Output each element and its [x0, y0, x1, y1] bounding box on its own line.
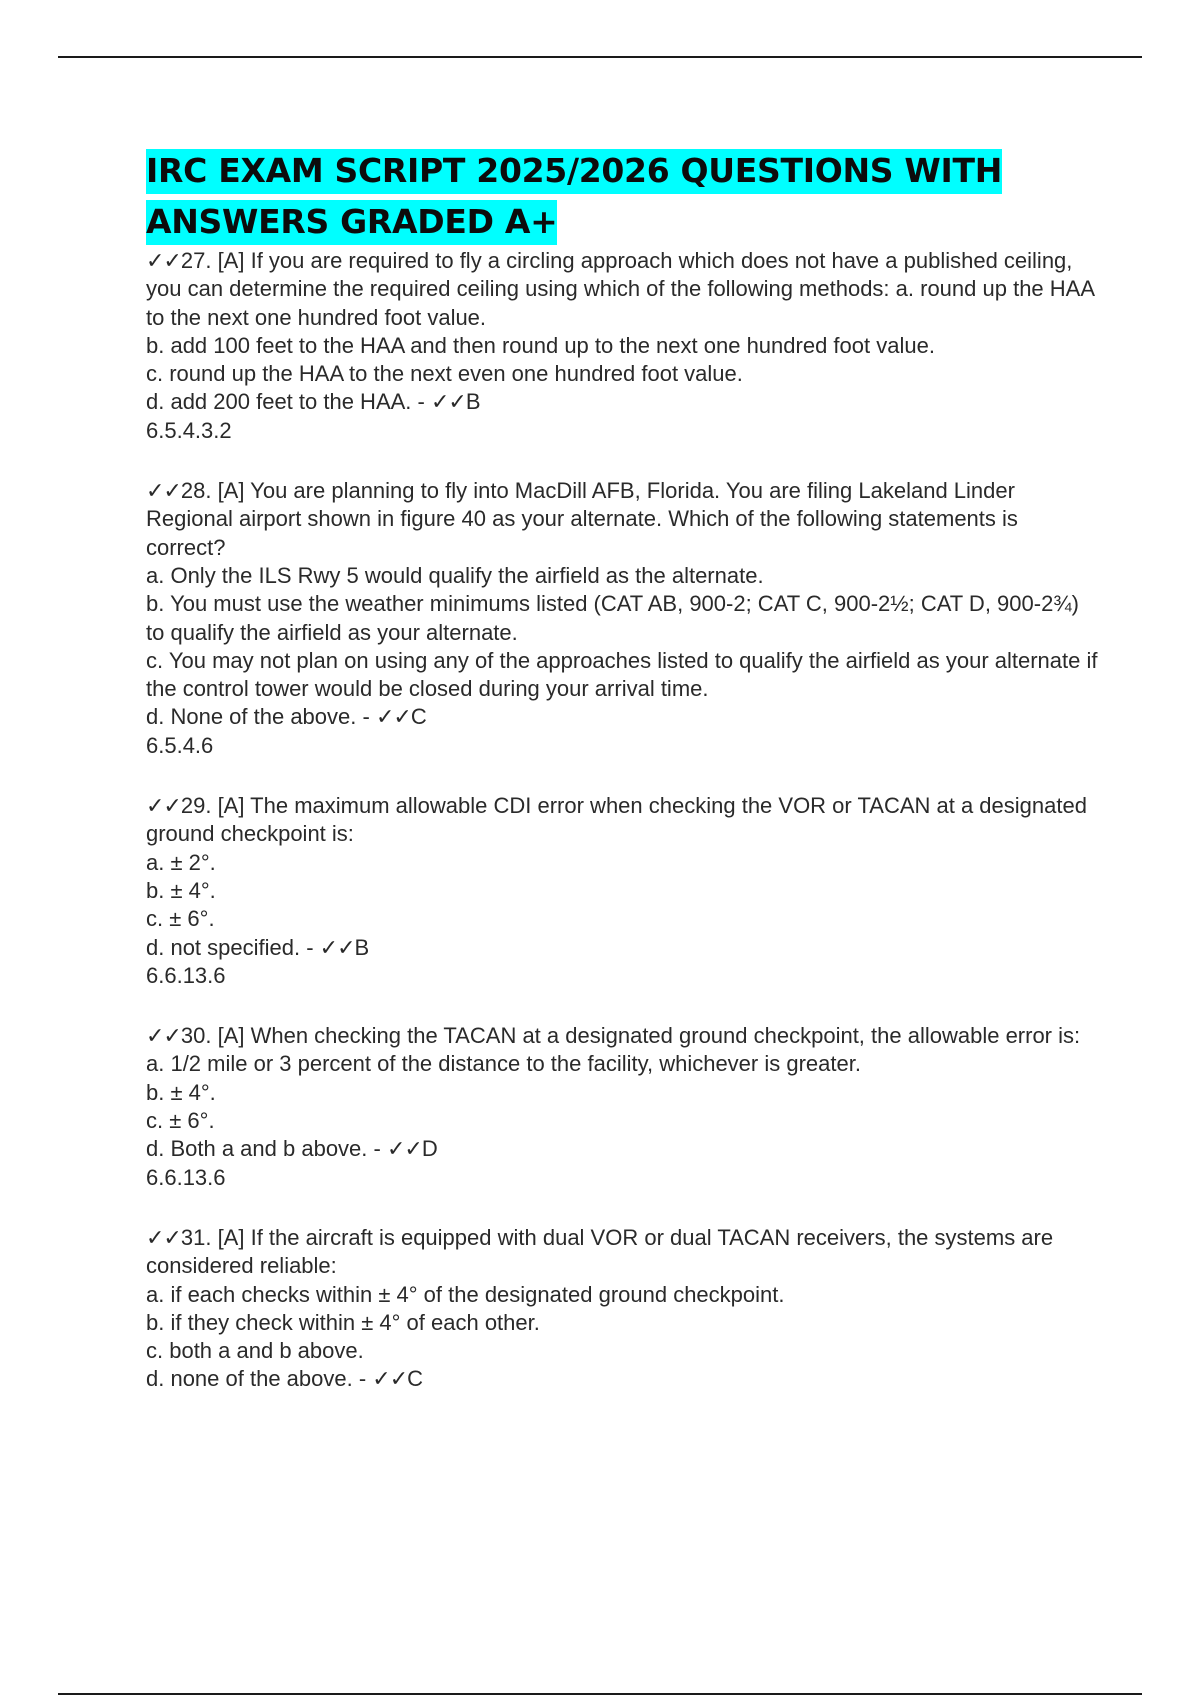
- answer-option: d. None of the above. - ✓✓C: [146, 704, 427, 730]
- answer-option: b. add 100 feet to the HAA and then round up to the next one hundred foot value.: [146, 332, 935, 358]
- correct-answer: B: [354, 934, 370, 960]
- reference-number: 6.6.13.6: [146, 1164, 226, 1190]
- check-mark-icon: ✓✓: [372, 1366, 408, 1392]
- question-stem: ✓✓29. [A] The maximum allowable CDI error when checking the VOR or TACAN at a designated ground checkpoint is:: [146, 793, 1087, 847]
- question-stem: ✓✓27. [A] If you are required to fly a circling approach which does not have a published ceiling, you can determine the required ceiling using which of the following methods: a. round up the HAA to the next one hundred foot value.: [146, 248, 1094, 330]
- correct-answer: D: [421, 1136, 438, 1162]
- answer-option: b. ± 4°.: [146, 877, 216, 903]
- correct-answer: C: [407, 1366, 424, 1392]
- question-stem: ✓✓31. [A] If the aircraft is equipped with dual VOR or dual TACAN receivers, the systems are considered reliable:: [146, 1224, 1054, 1279]
- top-rule: [58, 56, 1142, 58]
- reference-number: 6.6.13.6: [146, 962, 226, 988]
- answer-option: d. add 200 feet to the HAA. - ✓✓B: [146, 389, 481, 415]
- document-title: [146, 145, 1086, 247]
- question-stem: ✓✓30. [A] When checking the TACAN at a designated ground checkpoint, the allowable error is:: [146, 1023, 1081, 1049]
- question-27: [146, 247, 1101, 445]
- answer-option: c. both a and b above.: [146, 1338, 364, 1364]
- check-mark-icon: ✓✓: [319, 934, 355, 960]
- answer-option: c. ± 6°.: [146, 1108, 215, 1134]
- correct-answer: C: [410, 704, 427, 730]
- reference-number: 6.5.4.6: [146, 732, 214, 758]
- answer-option: b. if they check within ± 4° of each other.: [146, 1309, 540, 1335]
- answer-option: c. ± 6°.: [146, 906, 215, 932]
- answer-option: a. if each checks within ± 4° of the designated ground checkpoint.: [146, 1281, 785, 1307]
- reference-number: 6.5.4.3.2: [146, 417, 232, 443]
- question-30: [146, 1022, 1101, 1192]
- question-list: [146, 247, 1101, 1426]
- check-mark-icon: ✓✓: [146, 1023, 181, 1049]
- answer-option: a. 1/2 mile or 3 percent of the distance to the facility, whichever is greater.: [146, 1051, 861, 1077]
- answer-option: b. ± 4°.: [146, 1079, 216, 1105]
- bottom-rule: [58, 1693, 1142, 1695]
- answer-option: d. none of the above. - ✓✓C: [146, 1366, 424, 1392]
- check-mark-icon: ✓✓: [146, 248, 181, 273]
- question-29: [146, 792, 1101, 990]
- check-mark-icon: ✓✓: [146, 793, 181, 819]
- check-mark-icon: ✓✓: [430, 389, 466, 415]
- answer-option: d. Both a and b above. - ✓✓D: [146, 1136, 438, 1162]
- check-mark-icon: ✓✓: [146, 478, 181, 504]
- answer-option: c. round up the HAA to the next even one hundred foot value.: [146, 361, 743, 387]
- answer-option: d. not specified. - ✓✓B: [146, 934, 370, 960]
- correct-answer: B: [465, 389, 481, 415]
- question-31: [146, 1224, 1101, 1394]
- answer-option: b. You must use the weather minimums listed (CAT AB, 900-2; CAT C, 900-2½; CAT D, 900-2¾) to qualify the airfield as your alternate.: [146, 591, 1079, 645]
- answer-option: a. Only the ILS Rwy 5 would qualify the airfield as the alternate.: [146, 562, 764, 588]
- title-highlight: IRC EXAM SCRIPT 2025/2026 QUESTIONS WITH ANSWERS GRADED A+: [146, 149, 1002, 245]
- answer-option: c. You may not plan on using any of the approaches listed to qualify the airfield as your alternate if the control tower would be closed during your arrival time.: [146, 647, 1098, 702]
- check-mark-icon: ✓✓: [386, 1136, 422, 1162]
- question-28: [146, 477, 1101, 760]
- check-mark-icon: ✓✓: [375, 704, 411, 730]
- check-mark-icon: ✓✓: [146, 1224, 181, 1250]
- question-stem: ✓✓28. [A] You are planning to fly into MacDill AFB, Florida. You are filing Lakeland Linder Regional airport shown in figure 40 as your alternate. Which of the following statements is correct?: [146, 478, 1018, 560]
- answer-option: a. ± 2°.: [146, 849, 216, 875]
